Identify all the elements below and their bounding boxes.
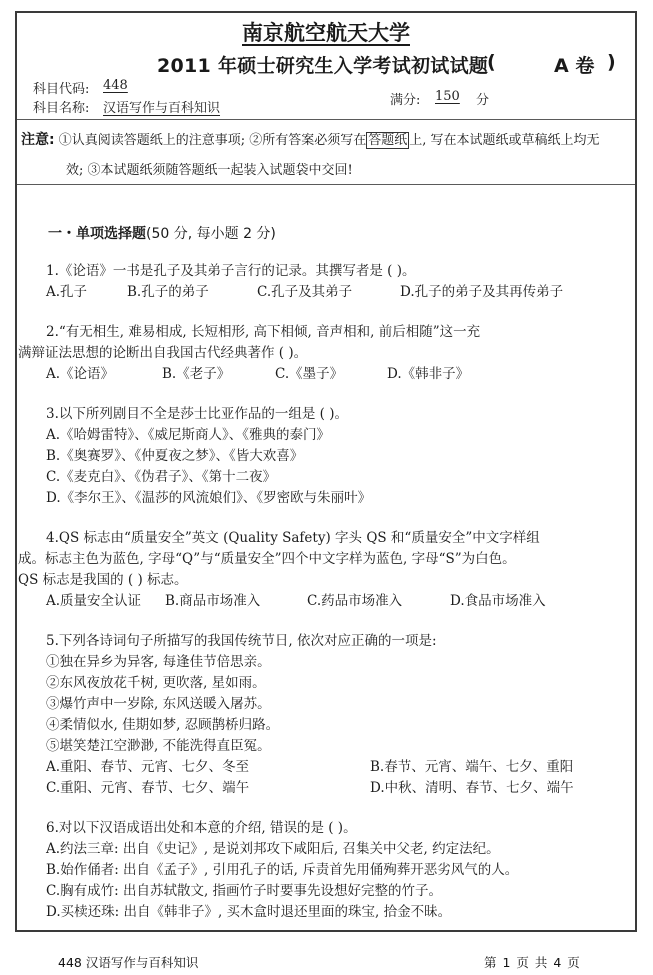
question-stem: 3.以下所列剧目不全是莎士比亚作品的一组是 ( )。 [46, 406, 348, 422]
option-d: D.买椟还珠: 出自《韩非子》, 买木盒时退还里面的珠宝, 拾金不昧。 [46, 904, 452, 920]
question-stem: 5.下列各诗词句子所描写的我国传统节日, 依次对应正确的一项是: [46, 633, 437, 649]
option-d: D.《李尔王》、《温莎的风流娘们》、《罗密欧与朱丽叶》 [46, 490, 372, 506]
option-b: B.孔子的弟子 [127, 284, 209, 300]
option-b: B.春节、元宵、端午、七夕、重阳 [370, 759, 574, 775]
question-stem: 6.对以下汉语成语出处和本意的介绍, 错误的是 ( )。 [46, 820, 357, 836]
full-score-value: 150 [435, 89, 460, 104]
question-stem: 2.“有无相生, 难易相成, 长短相形, 高下相倾, 音声相和, 前后相随”这一充 [46, 324, 481, 340]
option-c: C.胸有成竹: 出自苏轼散文, 指画竹子时要事先设想好完整的竹子。 [46, 883, 443, 899]
question-stem: QS 标志是我国的 ( ) 标志。 [18, 572, 188, 588]
poem-line-4: ④柔情似水, 佳期如梦, 忍顾鹊桥归路。 [46, 717, 280, 733]
option-a: A.重阳、春节、元宵、七夕、冬至 [46, 759, 250, 775]
notice-label: 注意: [21, 132, 55, 148]
exam-title: 2011 年硕士研究生入学考试初试试题 [157, 55, 489, 77]
poem-line-1: ①独在异乡为异客, 每逢佳节倍思亲。 [46, 654, 271, 670]
subject-name-label: 科目名称: [33, 101, 90, 116]
notice-text-2: 上, 写在本试题纸或草稿纸上均无 [409, 133, 600, 148]
question-stem: 4.QS 标志由“质量安全”英文 (Quality Safety) 字头 QS 和“质量安全”中文字样组 [46, 530, 540, 546]
section-subtitle: (50 分, 每小题 2 分) [146, 226, 276, 242]
notice-line-2: 效; ③本试题纸须随答题纸一起装入试题袋中交回! [66, 163, 353, 178]
full-score-unit: 分 [476, 93, 490, 108]
full-score-label: 满分: [390, 93, 421, 108]
option-c: C.《墨子》 [275, 366, 344, 382]
subject-code-value: 448 [103, 78, 128, 93]
option-b: B.《奥赛罗》、《仲夏夜之梦》、《皆大欢喜》 [46, 448, 304, 464]
header-divider [17, 119, 635, 120]
option-a: A.孔子 [46, 284, 88, 300]
paren-open: ( [487, 51, 496, 73]
option-b: B.始作俑者: 出自《孟子》, 引用孔子的话, 斥责首先用俑殉葬开恶劣风气的人。 [46, 862, 519, 878]
option-c: C.重阳、元宵、春节、七夕、端午 [46, 780, 250, 796]
section-title-label: 一・单项选择题 [48, 226, 146, 242]
option-d: D.中秋、清明、春节、七夕、端午 [370, 780, 574, 796]
option-b: B.《老子》 [162, 366, 231, 382]
exam-version: A 卷 [554, 55, 595, 77]
poem-line-5: ⑤堪笑楚江空渺渺, 不能洗得直臣冤。 [46, 738, 271, 754]
option-c: C.药品市场准入 [307, 593, 403, 609]
notice-divider [17, 184, 635, 185]
option-a: A.《哈姆雷特》、《威尼斯商人》、《雅典的泰门》 [46, 427, 331, 443]
question-stem: 满辩证法思想的论断出自我国古代经典著作 ( )。 [18, 345, 308, 361]
answer-sheet-boxed: 答题纸 [368, 133, 408, 148]
notice-line-1 [21, 129, 600, 149]
notice-text-1: ①认真阅读答题纸上的注意事项; ②所有答案必须写在 [58, 133, 367, 148]
section-title [48, 223, 276, 243]
footer-subject: 448 汉语写作与百科知识 [58, 955, 199, 970]
option-d: D.《韩非子》 [387, 366, 470, 382]
question-stem: 成。标志主色为蓝色, 字母“Q”与“质量安全”四个中文字样为蓝色, 字母“S”为白色。 [18, 551, 516, 567]
option-d: D.孔子的弟子及其再传弟子 [400, 284, 564, 300]
question-stem: 1.《论语》一书是孔子及其弟子言行的记录。其撰写者是 ( )。 [46, 263, 416, 279]
poem-line-3: ③爆竹声中一岁除, 东风送暖入屠苏。 [46, 696, 271, 712]
paren-close: ) [607, 51, 616, 73]
option-a: A.约法三章: 出自《史记》, 是说刘邦攻下咸阳后, 召集关中父老, 约定法纪。 [46, 841, 500, 857]
option-a: A.《论语》 [46, 366, 115, 382]
subject-name-value: 汉语写作与百科知识 [103, 101, 221, 116]
option-d: D.食品市场准入 [450, 593, 546, 609]
option-c: C.《麦克白》、《伪君子》、《第十二夜》 [46, 469, 277, 485]
subject-code-label: 科目代码: [33, 82, 90, 97]
option-a: A.质量安全认证 [46, 593, 142, 609]
option-c: C.孔子及其弟子 [257, 284, 353, 300]
university-name: 南京航空航天大学 [242, 21, 410, 45]
exam-page-frame [15, 11, 637, 932]
option-b: B.商品市场准入 [165, 593, 261, 609]
poem-line-2: ②东风夜放花千树, 更吹落, 星如雨。 [46, 675, 266, 691]
footer-page-number: 第 1 页 共 4 页 [484, 955, 581, 970]
